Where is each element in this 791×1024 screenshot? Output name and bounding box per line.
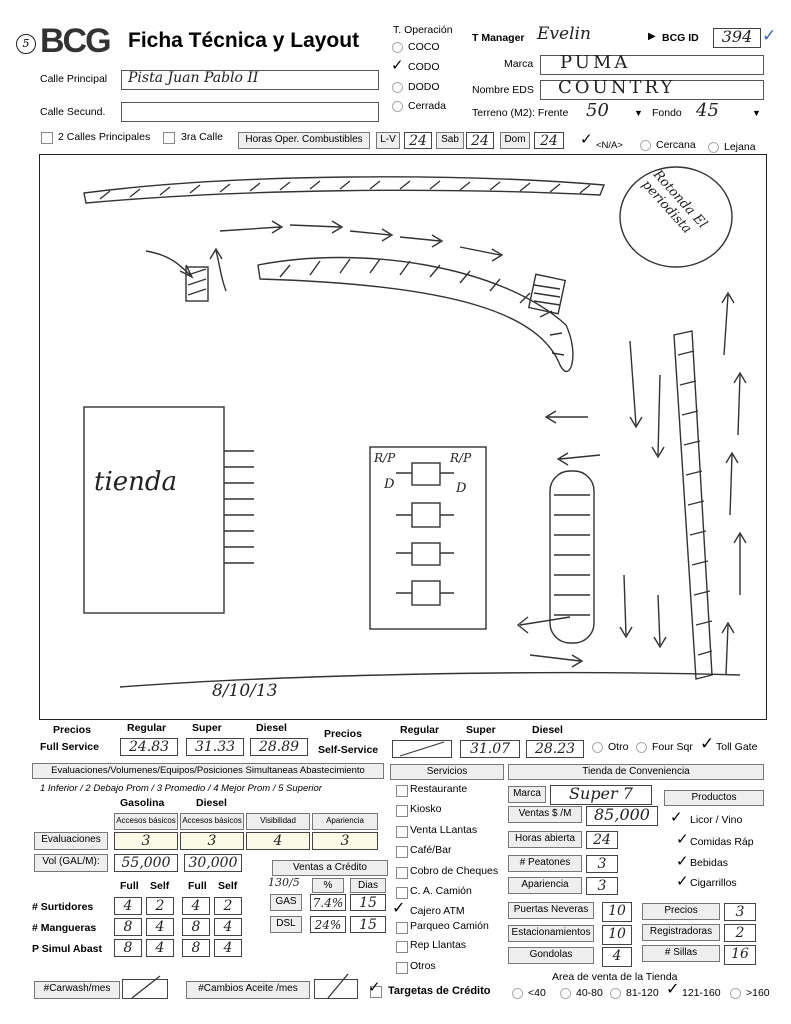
area-gt160-label: >160: [746, 987, 770, 999]
simul-label: P Simul Abast: [32, 943, 103, 955]
frente-dropdown-icon[interactable]: ▼: [634, 108, 643, 118]
credito-note: 130/5: [268, 876, 300, 889]
area-81-120-radio[interactable]: [610, 988, 621, 999]
prod-bebidas-label: Bebidas: [690, 857, 728, 869]
svc-llantas-label: Venta LLantas: [410, 824, 478, 836]
svc-cafe-checkbox[interactable]: [396, 846, 408, 858]
peatones-field[interactable]: 3: [586, 855, 618, 873]
dom-label: Dom: [500, 132, 530, 149]
area-121-160-label: 121-160: [682, 987, 721, 999]
apariencia-field[interactable]: 3: [586, 877, 618, 895]
layout-sketch-drawing: [40, 155, 766, 719]
prod-comidas-label: Comidas Ráp: [690, 836, 754, 848]
self-gas-label: Self: [150, 880, 170, 892]
peatones-label: # Peatones: [508, 855, 582, 872]
dom-field[interactable]: 24: [534, 132, 564, 149]
area-venta-label: Area de venta de la Tienda: [552, 971, 678, 983]
horas-abierta-field[interactable]: 24: [586, 831, 618, 849]
ventas-field[interactable]: 85,000: [586, 806, 658, 826]
d-left-label: D: [384, 477, 395, 492]
svc-atm-check-mark: ✓: [392, 900, 406, 917]
sub-header-4: Apariencia: [312, 813, 378, 830]
dsl-dias-field[interactable]: 15: [350, 916, 386, 933]
dos-calles-label: 2 Calles Principales: [58, 131, 151, 143]
full-dsl-label: Full: [188, 880, 207, 892]
area-40-80-radio[interactable]: [560, 988, 571, 999]
vol-label: Vol (GAL/M):: [34, 854, 108, 872]
otro-label: Otro: [608, 741, 629, 753]
dias-header: Dias: [350, 878, 386, 893]
dsl-pct-field[interactable]: 24%: [310, 916, 346, 933]
t-manager-label: T Manager: [472, 32, 525, 44]
svc-restaurante-label: Restaurante: [410, 783, 468, 795]
sub-header-1: Accesos básicos: [114, 813, 178, 830]
tienda-header: Tienda de Conveniencia: [508, 764, 764, 780]
eval-value-1[interactable]: 3: [114, 832, 178, 850]
op-codo-check-mark: ✓: [391, 57, 404, 74]
evaluaciones-row-label: Evaluaciones: [34, 832, 108, 850]
four-sqr-radio[interactable]: [636, 742, 647, 753]
dsl-credit-label: DSL: [270, 916, 302, 933]
eval-value-2[interactable]: 3: [180, 832, 244, 850]
op-dodo-label: DODO: [408, 81, 440, 93]
op-coco-radio[interactable]: [392, 42, 403, 53]
surtidores-label: # Surtidores: [32, 901, 94, 913]
lejana-radio[interactable]: [708, 142, 719, 153]
prod-cigarrillos-check-mark: ✓: [676, 873, 689, 890]
lv-label: L-V: [376, 132, 400, 149]
svc-cheques-label: Cobro de Cheques: [410, 865, 499, 877]
puertas-field[interactable]: 10: [602, 902, 632, 922]
gas-dias-field[interactable]: 15: [350, 894, 386, 911]
col-super-self: Super: [466, 724, 496, 736]
bcg-id-field[interactable]: 394: [713, 28, 761, 48]
vol-diesel-field[interactable]: 30,000: [184, 854, 242, 872]
area-lt40-label: <40: [528, 987, 546, 999]
gondolas-label: Gondolas: [508, 947, 594, 964]
tarjetas-label: Targetas de Crédito: [388, 985, 491, 997]
lv-field[interactable]: 24: [404, 132, 432, 149]
mangueras-label: # Mangueras: [32, 922, 97, 934]
t-operacion-label: T. Operación: [393, 24, 453, 36]
surtidores-cell-1[interactable]: 4: [114, 897, 142, 915]
tercera-calle-checkbox[interactable]: [163, 132, 175, 144]
surtidores-cell-3[interactable]: 4: [182, 897, 210, 915]
dos-calles-checkbox[interactable]: [41, 132, 53, 144]
col-regular-self: Regular: [400, 724, 440, 736]
full-diesel-field[interactable]: 28.89: [250, 738, 308, 756]
four-sqr-label: Four Sqr: [652, 741, 693, 753]
horas-abierta-label: Horas abierta: [508, 831, 582, 848]
ventas-credito-header: Ventas a Crédito: [272, 860, 388, 876]
area-81-120-label: 81-120: [626, 987, 659, 999]
full-gas-label: Full: [120, 880, 139, 892]
fondo-dropdown-icon[interactable]: ▼: [752, 108, 761, 118]
svc-atm-label: Cajero ATM: [410, 905, 465, 917]
self-super-field[interactable]: 31.07: [460, 740, 520, 758]
gondolas-field[interactable]: 4: [602, 947, 632, 967]
bcg-id-label: BCG ID: [662, 32, 699, 44]
prod-licor-label: Licor / Vino: [690, 814, 743, 826]
evaluaciones-header: Evaluaciones/Volumenes/Equipos/Posiciones Simultaneas Abastecimiento: [32, 763, 384, 779]
bcg-logo: BCG: [40, 22, 110, 60]
area-lt40-radio[interactable]: [512, 988, 523, 999]
tarjetas-check-mark: ✓: [368, 979, 381, 996]
sub-header-2: Accesos básicos: [180, 813, 244, 830]
self-dsl-label: Self: [218, 880, 238, 892]
surtidores-cell-2[interactable]: 2: [146, 897, 174, 915]
precios-tienda-field[interactable]: 3: [724, 903, 756, 921]
calle-secund-label: Calle Secund.: [40, 106, 106, 118]
area-40-80-label: 40-80: [576, 987, 603, 999]
carwash-label: #Carwash/mes: [34, 981, 120, 999]
marca-value: PUMA: [560, 52, 631, 73]
simul-cell-2[interactable]: 4: [146, 939, 174, 957]
eval-value-4[interactable]: 3: [312, 832, 378, 850]
svc-parqueo-checkbox[interactable]: [396, 922, 408, 934]
prod-cigarrillos-label: Cigarrillos: [690, 877, 737, 889]
full-service-label: Full Service: [40, 741, 99, 753]
rp-left-label: R/P: [374, 451, 396, 465]
op-cerrada-label: Cerrada: [408, 100, 446, 112]
prod-comidas-check-mark: ✓: [676, 831, 689, 848]
svc-camion-label: C. A. Camión: [410, 885, 472, 897]
mangueras-cell-2[interactable]: 4: [146, 918, 174, 936]
simul-cell-1[interactable]: 8: [114, 939, 142, 957]
svc-rep-llantas-checkbox[interactable]: [396, 941, 408, 953]
d-right-label: D: [456, 481, 467, 496]
calle-secund-field[interactable]: [121, 102, 379, 122]
svc-restaurante-checkbox[interactable]: [396, 785, 408, 797]
tienda-marca-label: Marca: [508, 786, 546, 803]
apariencia-label: Apariencia: [508, 877, 582, 894]
nombre-eds-value: COUNTRY: [558, 77, 676, 98]
marca-label: Marca: [504, 58, 534, 70]
na-label: <N/A>: [596, 140, 623, 151]
nombre-eds-label: Nombre EDS: [472, 84, 534, 96]
otro-radio[interactable]: [592, 742, 603, 753]
area-121-160-check-mark: ✓: [666, 981, 680, 998]
self-diesel-field[interactable]: 28.23: [526, 740, 584, 758]
area-gt160-radio[interactable]: [730, 988, 741, 999]
op-coco-label: COCO: [408, 41, 440, 53]
sab-label: Sab: [436, 132, 464, 149]
calle-principal-value: Pista Juan Pablo II: [128, 70, 259, 86]
svc-cheques-checkbox[interactable]: [396, 867, 408, 879]
sab-field[interactable]: 24: [466, 132, 494, 149]
carwash-slash: [122, 974, 168, 1000]
cambios-slash: [314, 972, 358, 1000]
vol-gasolina-field[interactable]: 55,000: [114, 854, 178, 872]
frente-value: 50: [586, 100, 609, 121]
gasolina-label: Gasolina: [120, 797, 165, 809]
diesel-eval-label: Diesel: [196, 797, 227, 809]
tienda-marca-field[interactable]: Super 7: [550, 785, 652, 805]
sillas-label: # Sillas: [642, 945, 720, 962]
precios-tienda-label: Precios: [642, 903, 720, 920]
cambios-label: #Cambios Aceite /mes: [186, 981, 310, 999]
simul-cell-4[interactable]: 4: [214, 939, 242, 957]
svc-kiosko-checkbox[interactable]: [396, 805, 408, 817]
eval-value-3[interactable]: 4: [246, 832, 310, 850]
rotonda-label: Rotonda El periodista: [638, 167, 710, 237]
cercana-label: Cercana: [656, 139, 696, 151]
cercana-radio[interactable]: [640, 140, 651, 151]
svc-parqueo-label: Parqueo Camión: [410, 920, 489, 932]
horas-oper-button[interactable]: Horas Oper. Combustibles: [238, 132, 370, 149]
full-super-field[interactable]: 31.33: [186, 738, 244, 756]
surtidores-cell-4[interactable]: 2: [214, 897, 242, 915]
prod-licor-check-mark: ✓: [670, 809, 683, 826]
calle-principal-label: Calle Principal: [40, 73, 108, 85]
registradoras-label: Registradoras: [642, 924, 720, 941]
prod-bebidas-check-mark: ✓: [676, 853, 689, 870]
layout-sketch-area: [39, 154, 767, 720]
toll-gate-label: Toll Gate: [716, 741, 758, 753]
svc-kiosko-label: Kiosko: [410, 803, 442, 815]
op-cerrada-radio[interactable]: [392, 101, 403, 112]
svc-otros-checkbox[interactable]: [396, 962, 408, 974]
terreno-label: Terreno (M2): Frente: [472, 107, 569, 119]
precios-full-label: Precios: [53, 724, 91, 736]
full-regular-field[interactable]: 24.83: [120, 738, 178, 756]
registradoras-field[interactable]: 2: [724, 924, 756, 942]
col-diesel-self: Diesel: [532, 724, 563, 736]
self-regular-slash: [392, 740, 452, 758]
toll-gate-check-mark: ✓: [700, 734, 715, 753]
estacionamientos-label: Estacionamientos: [508, 925, 594, 942]
simul-cell-3[interactable]: 8: [182, 939, 210, 957]
lejana-label: Lejana: [724, 141, 756, 153]
gas-credit-label: GAS: [270, 894, 302, 911]
circle-number: 5: [16, 34, 36, 54]
sillas-field[interactable]: 16: [724, 945, 756, 965]
fondo-value: 45: [696, 100, 719, 121]
productos-header: Productos: [664, 790, 764, 806]
col-diesel-full: Diesel: [256, 722, 287, 734]
pct-header: %: [312, 878, 344, 893]
servicios-header: Servicios: [390, 764, 504, 780]
svc-cafe-label: Café/Bar: [410, 844, 452, 856]
bcg-id-arrow-icon: ▶: [648, 31, 656, 42]
puertas-label: Puertas Neveras: [508, 902, 594, 919]
op-codo-label: CODO: [408, 61, 440, 73]
sub-header-3: Visibilidad: [246, 813, 310, 830]
estacionamientos-field[interactable]: 10: [602, 925, 632, 945]
svc-otros-label: Otros: [410, 960, 436, 972]
svc-llantas-checkbox[interactable]: [396, 826, 408, 838]
layout-date: 8/10/13: [212, 681, 278, 701]
scale-label: 1 Inferior / 2 Debajo Prom / 3 Promedio / 4 Mejor Prom / 5 Superior: [40, 783, 322, 794]
bcg-id-check-mark: ✓: [762, 26, 777, 45]
mangueras-cell-1[interactable]: 8: [114, 918, 142, 936]
page-title: Ficha Técnica y Layout: [128, 29, 360, 52]
col-regular-full: Regular: [127, 722, 167, 734]
svc-rep-llantas-label: Rep Llantas: [410, 939, 467, 951]
tienda-label: tienda: [94, 467, 178, 497]
na-check-mark: ✓: [580, 131, 593, 148]
mangueras-cell-4[interactable]: 4: [214, 918, 242, 936]
ventas-label: Ventas $ /M: [508, 806, 582, 823]
op-dodo-radio[interactable]: [392, 82, 403, 93]
self-service-label: Self-Service: [318, 744, 379, 756]
gas-pct-field[interactable]: 7.4%: [310, 894, 346, 911]
tercera-calle-label: 3ra Calle: [181, 131, 224, 143]
fondo-label: Fondo: [652, 107, 682, 119]
mangueras-cell-3[interactable]: 8: [182, 918, 210, 936]
precios-self-label: Precios: [324, 728, 362, 740]
t-manager-value: Evelin: [537, 24, 591, 44]
rp-right-label: R/P: [450, 451, 472, 465]
col-super-full: Super: [192, 722, 222, 734]
